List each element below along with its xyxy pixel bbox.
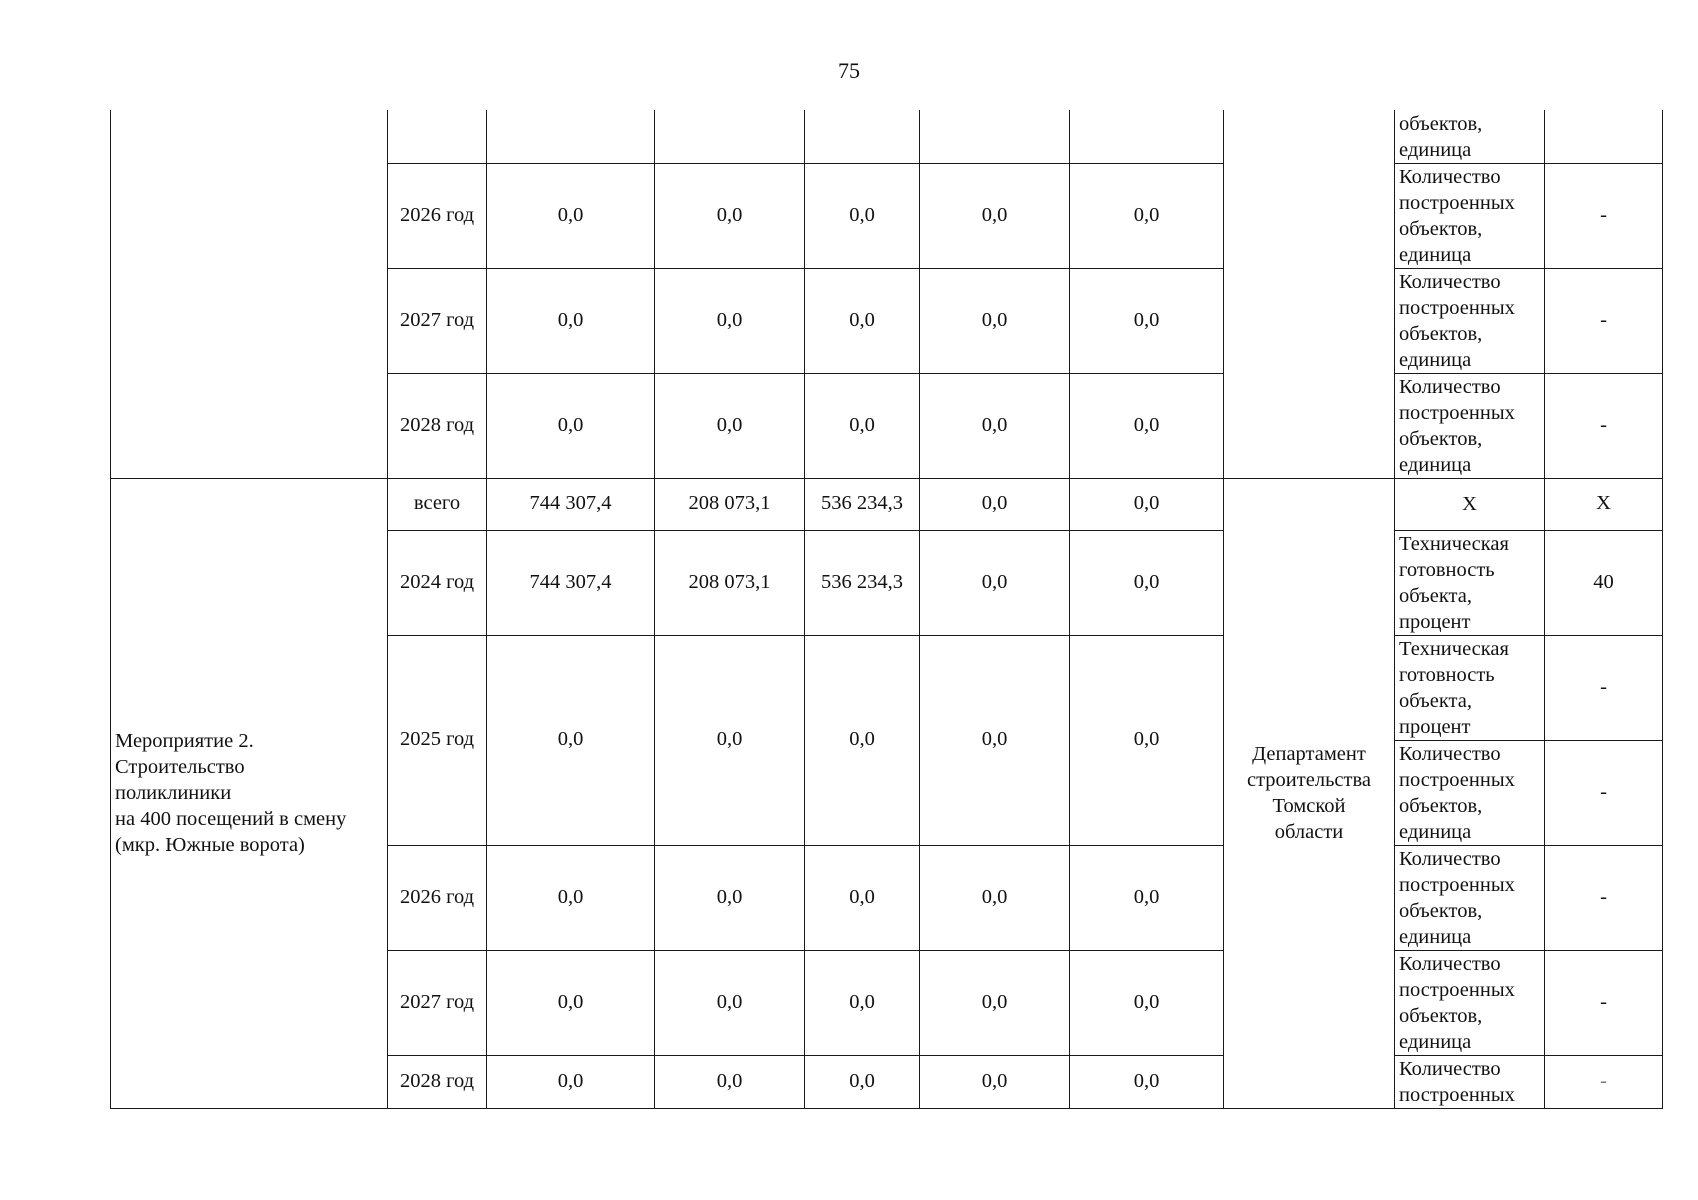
- value-cell: 0,0: [655, 950, 805, 1055]
- value-cell: 0,0: [1070, 163, 1224, 268]
- value-cell: 0,0: [487, 1055, 655, 1108]
- value-cell: 0,0: [805, 373, 920, 478]
- value-cell: 744 307,4: [487, 530, 655, 635]
- indicator-value-cell: -: [1545, 740, 1663, 845]
- indicator-value-cell: 40: [1545, 530, 1663, 635]
- event-name-cell: [111, 110, 388, 478]
- value-cell: 0,0: [920, 1055, 1070, 1108]
- indicator-value-cell: -: [1545, 845, 1663, 950]
- indicator-cell: Техническая готовность объекта, процент: [1395, 530, 1545, 635]
- value-cell: 0,0: [920, 950, 1070, 1055]
- year-cell: 2026 год: [388, 845, 487, 950]
- year-cell: 2026 год: [388, 163, 487, 268]
- value-cell: 0,0: [487, 845, 655, 950]
- value-cell: [920, 110, 1070, 163]
- indicator-value-cell: -: [1545, 950, 1663, 1055]
- value-cell: [805, 110, 920, 163]
- indicator-cell: Количество построенных объектов, единица: [1395, 740, 1545, 845]
- value-cell: 0,0: [805, 1055, 920, 1108]
- page-number: 75: [838, 58, 860, 83]
- indicator-cell: Количество построенных: [1395, 1055, 1545, 1108]
- value-cell: 0,0: [655, 845, 805, 950]
- value-cell: 0,0: [655, 268, 805, 373]
- year-cell: 2027 год: [388, 268, 487, 373]
- year-cell: 2028 год: [388, 1055, 487, 1108]
- indicator-value-cell: -: [1545, 373, 1663, 478]
- indicator-value-cell: -: [1545, 163, 1663, 268]
- year-cell: 2024 год: [388, 530, 487, 635]
- indicator-cell: Количество построенных объектов, единица: [1395, 373, 1545, 478]
- value-cell: 208 073,1: [655, 478, 805, 530]
- indicator-cell: объектов, единица: [1395, 110, 1545, 163]
- value-cell: 0,0: [920, 163, 1070, 268]
- value-cell: 0,0: [487, 950, 655, 1055]
- value-cell: 0,0: [1070, 268, 1224, 373]
- table-row: [111, 478, 1663, 530]
- value-cell: 0,0: [920, 373, 1070, 478]
- event-name-cell: Мероприятие 2. Строительство поликлиники на 400 посещений в смену (мкр. Южные ворота): [111, 478, 388, 1108]
- value-cell: 0,0: [1070, 530, 1224, 635]
- year-cell: 2025 год: [388, 635, 487, 845]
- indicator-cell: Количество построенных объектов, единица: [1395, 950, 1545, 1055]
- value-cell: 0,0: [655, 163, 805, 268]
- value-cell: 0,0: [805, 845, 920, 950]
- value-cell: 0,0: [1070, 845, 1224, 950]
- indicator-cell: Количество построенных объектов, единица: [1395, 163, 1545, 268]
- indicator-value-cell: [1545, 110, 1663, 163]
- value-cell: 0,0: [805, 163, 920, 268]
- indicator-value-cell: -: [1545, 635, 1663, 740]
- indicator-value-cell: X: [1545, 478, 1663, 530]
- value-cell: 536 234,3: [805, 530, 920, 635]
- value-cell: 0,0: [920, 268, 1070, 373]
- value-cell: 0,0: [1070, 478, 1224, 530]
- value-cell: 0,0: [655, 373, 805, 478]
- indicator-cell: Количество построенных объектов, единица: [1395, 845, 1545, 950]
- value-cell: 0,0: [1070, 635, 1224, 845]
- value-cell: 0,0: [920, 530, 1070, 635]
- value-cell: 0,0: [655, 635, 805, 845]
- value-cell: 0,0: [920, 845, 1070, 950]
- year-cell: 2027 год: [388, 950, 487, 1055]
- value-cell: 0,0: [655, 1055, 805, 1108]
- value-cell: 0,0: [1070, 373, 1224, 478]
- value-cell: [487, 110, 655, 163]
- value-cell: 0,0: [1070, 1055, 1224, 1108]
- year-cell: [388, 110, 487, 163]
- value-cell: 0,0: [805, 950, 920, 1055]
- value-cell: [1070, 110, 1224, 163]
- value-cell: 0,0: [487, 268, 655, 373]
- table-row: [111, 110, 1663, 163]
- value-cell: 536 234,3: [805, 478, 920, 530]
- indicator-cell: Техническая готовность объекта, процент: [1395, 635, 1545, 740]
- value-cell: 0,0: [487, 163, 655, 268]
- value-cell: 0,0: [920, 478, 1070, 530]
- value-cell: 0,0: [920, 635, 1070, 845]
- indicator-cell: Количество построенных объектов, единица: [1395, 268, 1545, 373]
- value-cell: 744 307,4: [487, 478, 655, 530]
- year-cell: всего: [388, 478, 487, 530]
- indicator-cell: X: [1395, 478, 1545, 530]
- value-cell: 0,0: [1070, 950, 1224, 1055]
- responsible-cell: [1224, 110, 1395, 478]
- value-cell: 208 073,1: [655, 530, 805, 635]
- value-cell: 0,0: [487, 635, 655, 845]
- indicator-value-cell: -: [1545, 1055, 1663, 1108]
- value-cell: 0,0: [805, 268, 920, 373]
- budget-table: [110, 110, 1663, 1109]
- year-cell: 2028 год: [388, 373, 487, 478]
- indicator-value-cell: -: [1545, 268, 1663, 373]
- responsible-cell: Департамент строительства Томской области: [1224, 478, 1395, 1108]
- value-cell: 0,0: [487, 373, 655, 478]
- value-cell: 0,0: [805, 635, 920, 845]
- value-cell: [655, 110, 805, 163]
